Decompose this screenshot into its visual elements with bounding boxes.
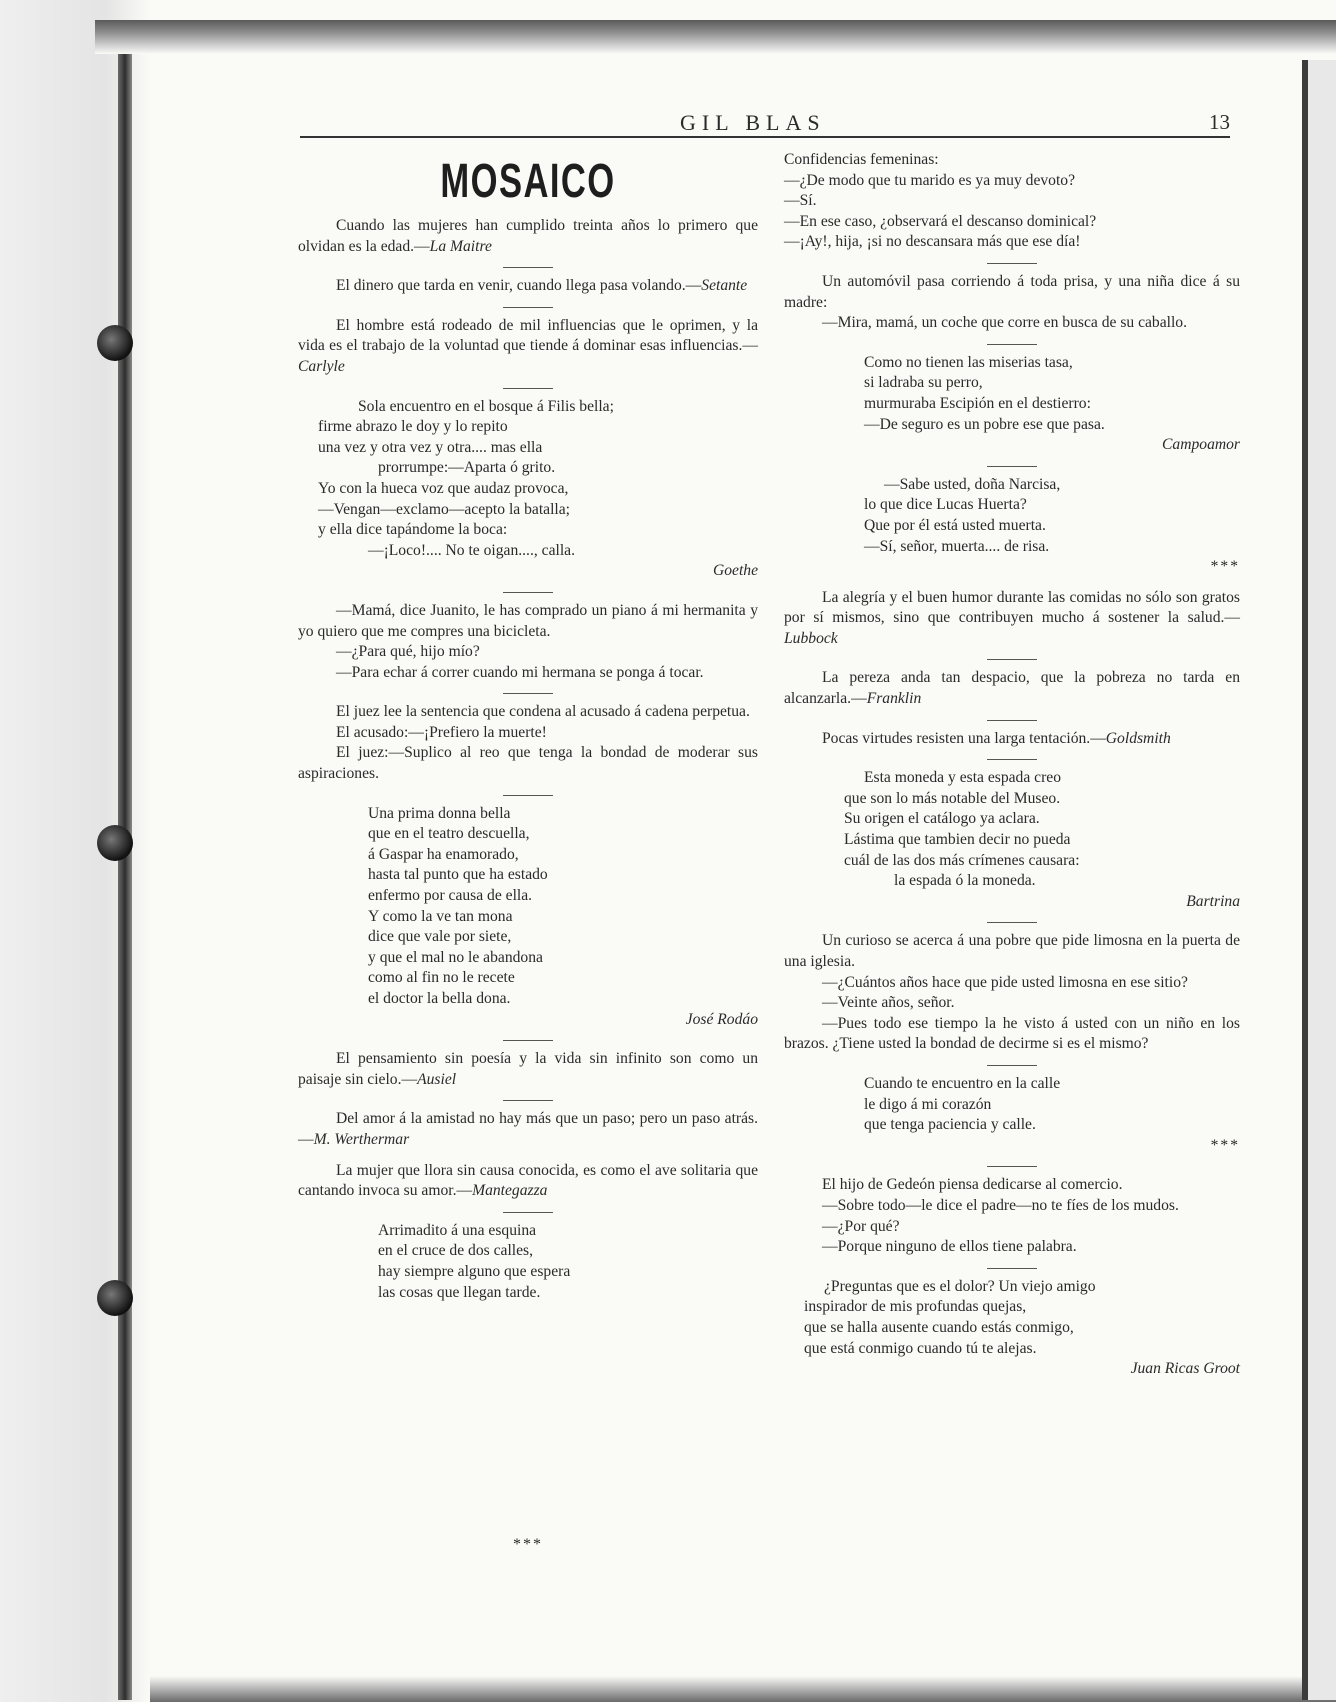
dialogue-line: —¿Cuántos años hace que pide usted limosna en ese sitio? bbox=[822, 973, 1188, 991]
quote-author: M. Werthermar bbox=[313, 1130, 410, 1148]
poem-calle bbox=[784, 1074, 1240, 1156]
dialogue-line: —Porque ninguno de ellos tiene palabra. bbox=[822, 1238, 1077, 1256]
verse-line: —Sabe usted, doña Narcisa, bbox=[884, 475, 1061, 493]
separator bbox=[987, 1166, 1037, 1167]
verse-line: Cuando te encuentro en la calle bbox=[864, 1074, 1061, 1092]
separator bbox=[987, 922, 1037, 923]
quote-item bbox=[298, 1161, 758, 1202]
verse-line: Lástima que tambien decir no pueda bbox=[844, 831, 1071, 849]
header-rule bbox=[300, 136, 1230, 138]
separator bbox=[503, 1100, 553, 1101]
separator bbox=[987, 720, 1037, 721]
separator bbox=[503, 1212, 553, 1213]
separator bbox=[503, 795, 553, 796]
section-title: MOSAICO bbox=[440, 155, 616, 208]
verse-line: y ella dice tapándome la boca: bbox=[318, 521, 508, 539]
poem-dolor bbox=[784, 1277, 1240, 1380]
verse-line: Que por él está usted muerta. bbox=[864, 516, 1046, 534]
verse-line: que se halla ausente cuando estás conmigo, bbox=[804, 1318, 1074, 1336]
verse-line: ¿Preguntas que es el dolor? Un viejo amigo bbox=[824, 1277, 1096, 1295]
verse-line: Arrimadito á una esquina bbox=[378, 1221, 537, 1239]
quote-item bbox=[298, 1049, 758, 1090]
separator bbox=[987, 659, 1037, 660]
separator bbox=[503, 307, 553, 308]
dialogue-line: Un automóvil pasa corriendo á toda prisa, y una niña dice á su madre: bbox=[784, 272, 1240, 311]
publication-name: GIL BLAS bbox=[680, 110, 826, 135]
dialogue-line: —En ese caso, ¿observará el descanso dominical? bbox=[784, 212, 1097, 230]
verse-line: hay siempre alguno que espera bbox=[378, 1262, 571, 1280]
verse-line: —De seguro es un pobre ese que pasa. bbox=[864, 415, 1105, 433]
binding-edge bbox=[118, 30, 132, 1700]
separator bbox=[987, 344, 1037, 345]
verse-line: que en el teatro descuella, bbox=[368, 825, 530, 843]
ornament-stars: *** bbox=[1210, 1136, 1240, 1154]
quote-text: La mujer que llora sin causa conocida, es como el ave solitaria que cantando invoca su amor.— bbox=[298, 1161, 758, 1200]
dialogue-line: —Mira, mamá, un coche que corre en busca de su caballo. bbox=[822, 314, 1188, 332]
left-column bbox=[298, 150, 758, 1313]
dialogue-line: El hijo de Gedeón piensa dedicarse al comercio. bbox=[822, 1176, 1123, 1194]
verse-line: Esta moneda y esta espada creo bbox=[864, 769, 1062, 787]
dialogue-juez bbox=[298, 702, 758, 784]
poem-goethe bbox=[298, 397, 758, 582]
verse-line: —¡Loco!.... No te oigan...., calla. bbox=[368, 541, 575, 559]
ornament-stars: *** bbox=[513, 1536, 543, 1553]
poem-prima-donna bbox=[298, 804, 758, 1031]
poem-campoamor bbox=[784, 353, 1240, 456]
dialogue-automovil bbox=[784, 272, 1240, 334]
dialogue-line: —Para echar á correr cuando mi hermana se ponga á tocar. bbox=[336, 663, 704, 681]
separator bbox=[503, 693, 553, 694]
quote-author: Mantegazza bbox=[472, 1182, 548, 1200]
separator bbox=[503, 267, 553, 268]
quote-text: La pereza anda tan despacio, que la pobreza no tarda en alcanzarla.— bbox=[784, 669, 1240, 708]
dialogue-line: —¿Por qué? bbox=[822, 1217, 900, 1235]
separator bbox=[987, 1268, 1037, 1269]
verse-line: dice que vale por siete, bbox=[368, 928, 512, 946]
verse-line: —Vengan—exclamo—acepto la batalla; bbox=[318, 500, 570, 518]
quote-item bbox=[784, 588, 1240, 650]
verse-line: Y como la ve tan mona bbox=[368, 907, 513, 925]
dialogue-juanito bbox=[298, 601, 758, 683]
verse-line: Como no tienen las miserias tasa, bbox=[864, 353, 1073, 371]
quote-item bbox=[298, 216, 758, 257]
verse-line: como al fin no le recete bbox=[368, 969, 515, 987]
dialogue-line: El juez lee la sentencia que condena al acusado á cadena perpetua. bbox=[336, 703, 750, 721]
verse-line: lo que dice Lucas Huerta? bbox=[864, 496, 1027, 514]
verse-line: murmuraba Escipión en el destierro: bbox=[864, 394, 1091, 412]
dialogue-line: —Veinte años, señor. bbox=[822, 994, 955, 1012]
separator bbox=[987, 263, 1037, 264]
dialogue-line: —¿Para qué, hijo mío? bbox=[336, 643, 480, 661]
binding-hole bbox=[97, 1280, 133, 1316]
dialogue-line: Confidencias femeninas: bbox=[784, 151, 939, 168]
dialogue-line: —Sí. bbox=[784, 192, 817, 210]
quote-text: Cuando las mujeres han cumplido treinta años lo primero que olvidan es la edad.— bbox=[298, 217, 758, 255]
poem-author: Bartrina bbox=[1186, 892, 1240, 910]
quote-author: Carlyle bbox=[298, 357, 345, 375]
dialogue-line: —Mamá, dice Juanito, le has comprado un piano á mi hermanita y yo quiero que me compres una bicicleta. bbox=[298, 601, 758, 640]
verse-line: prorrumpe:—Aparta ó grito. bbox=[378, 459, 556, 477]
poem-esquina bbox=[298, 1221, 758, 1303]
verse-line: Sola encuentro en el bosque á Filis bella; bbox=[358, 397, 614, 415]
right-column bbox=[784, 150, 1240, 1390]
verse-line: Una prima donna bella bbox=[368, 804, 511, 822]
quote-author: Lubbock bbox=[784, 629, 838, 647]
verse-line: que tenga paciencia y calle. bbox=[864, 1116, 1036, 1134]
quote-text: El pensamiento sin poesía y la vida sin infinito son como un paisaje sin cielo.— bbox=[298, 1050, 758, 1088]
dialogue-line: —Sobre todo—le dice el padre—no te fíes de los mudos. bbox=[822, 1196, 1179, 1214]
verse-line: á Gaspar ha enamorado, bbox=[368, 845, 519, 863]
dialogue-line: El acusado:—¡Prefiero la muerte! bbox=[336, 723, 547, 741]
poem-bartrina bbox=[784, 768, 1240, 912]
page-header bbox=[680, 110, 1230, 138]
verse-line: el doctor la bella dona. bbox=[368, 990, 511, 1007]
verse-line: en el cruce de dos calles, bbox=[378, 1242, 533, 1260]
quote-item bbox=[298, 316, 758, 378]
verse-line: que son lo más notable del Museo. bbox=[844, 789, 1061, 807]
binding-hole bbox=[97, 325, 133, 361]
top-scan-shadow bbox=[95, 20, 1336, 54]
dialogue-gedeon bbox=[784, 1175, 1240, 1257]
quote-item bbox=[298, 276, 758, 297]
separator bbox=[987, 759, 1037, 760]
separator bbox=[503, 1040, 553, 1041]
poem-narcisa bbox=[784, 475, 1240, 578]
poem-author: Juan Ricas Groot bbox=[1130, 1360, 1240, 1378]
verse-line: Yo con la hueca voz que audaz provoca, bbox=[318, 479, 569, 497]
quote-text: Pocas virtudes resisten una larga tentación.— bbox=[822, 729, 1106, 747]
right-scan-edge bbox=[1302, 60, 1336, 1700]
quote-author: Setante bbox=[701, 277, 748, 295]
verse-line: —Sí, señor, muerta.... de risa. bbox=[864, 537, 1050, 555]
quote-item bbox=[784, 729, 1240, 750]
verse-line: hasta tal punto que ha estado bbox=[368, 866, 548, 884]
separator bbox=[503, 592, 553, 593]
quote-text: Del amor á la amistad no hay más que un paso; pero un paso atrás.— bbox=[298, 1110, 758, 1148]
dialogue-line: —Pues todo ese tiempo la he visto á usted con un niño en los brazos. ¿Tiene usted la bondad de decirme si es el mismo? bbox=[784, 1014, 1240, 1053]
quote-item bbox=[784, 668, 1240, 709]
verse-line: cuál de las dos más crímenes causara: bbox=[844, 851, 1080, 869]
dialogue-line: Un curioso se acerca á una pobre que pide limosna en la puerta de una iglesia. bbox=[784, 932, 1240, 970]
quote-text: La alegría y el buen humor durante las comidas no sólo son gratos por sí mismos, sino que contribuyen mucho á sostener la salud.— bbox=[784, 588, 1240, 627]
verse-line: las cosas que llegan tarde. bbox=[378, 1283, 541, 1301]
dialogue-curioso bbox=[784, 931, 1240, 1055]
separator bbox=[987, 466, 1037, 467]
verse-line: firme abrazo le doy y lo repito bbox=[318, 418, 508, 436]
quote-author: La Maitre bbox=[429, 237, 492, 255]
poem-author: José Rodáo bbox=[685, 1010, 758, 1028]
ornament-stars: *** bbox=[1210, 558, 1240, 576]
verse-line: Su origen el catálogo ya aclara. bbox=[844, 810, 1040, 828]
quote-text: El hombre está rodeado de mil influencias que le oprimen, y la vida es el trabajo de la voluntad que tiende á dominar esas influencias.— bbox=[298, 316, 758, 355]
verse-line: le digo á mi corazón bbox=[864, 1095, 992, 1113]
verse-line: la espada ó la moneda. bbox=[894, 872, 1036, 890]
dialogue-confidencias bbox=[784, 150, 1240, 253]
bottom-scan-shadow bbox=[150, 1676, 1336, 1702]
quote-author: Goldsmith bbox=[1105, 729, 1171, 747]
verse-line: si ladraba su perro, bbox=[864, 374, 983, 392]
separator bbox=[987, 1065, 1037, 1066]
poem-author: Campoamor bbox=[1162, 436, 1240, 454]
binding-hole bbox=[97, 825, 133, 861]
quote-author: Franklin bbox=[866, 690, 922, 708]
quote-author: Ausiel bbox=[417, 1070, 457, 1088]
separator bbox=[503, 388, 553, 389]
dialogue-line: El juez:—Suplico al reo que tenga la bondad de moderar sus aspiraciones. bbox=[298, 744, 758, 783]
verse-line: una vez y otra vez y otra.... mas ella bbox=[318, 438, 543, 456]
page-number: 13 bbox=[1209, 110, 1230, 134]
verse-line: y que el mal no le abandona bbox=[368, 948, 543, 966]
poem-author: Goethe bbox=[712, 562, 758, 580]
footer-ornament bbox=[298, 1528, 758, 1554]
quote-item bbox=[298, 1109, 758, 1150]
verse-line: inspirador de mis profundas quejas, bbox=[804, 1298, 1027, 1316]
verse-line: enfermo por causa de ella. bbox=[368, 887, 533, 905]
dialogue-line: —¿De modo que tu marido es ya muy devoto? bbox=[784, 171, 1076, 189]
quote-text: El dinero que tarda en venir, cuando llega pasa volando.— bbox=[336, 277, 702, 295]
dialogue-line: —¡Ay!, hija, ¡si no descansara más que ese día! bbox=[784, 233, 1081, 251]
verse-line: que está conmigo cuando tú te alejas. bbox=[804, 1339, 1037, 1357]
